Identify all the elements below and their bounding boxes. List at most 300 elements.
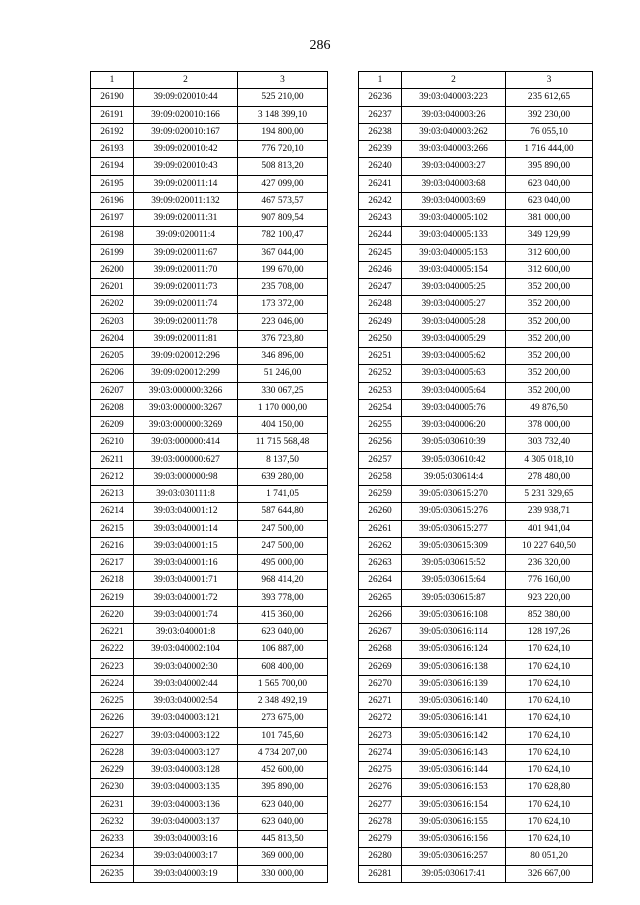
cadastral-value-cell: 352 200,00 <box>506 330 593 347</box>
cadastral-value-cell: 128 197,26 <box>506 624 593 641</box>
row-number-cell: 26268 <box>359 641 402 658</box>
row-number-cell: 26241 <box>359 175 402 192</box>
table-row <box>359 744 593 761</box>
cadastral-value-cell: 170 624,10 <box>506 727 593 744</box>
cadastral-value-cell: 247 500,00 <box>238 537 328 554</box>
cadastral-number-cell: 39:09:020011:73 <box>134 279 238 296</box>
table-row <box>359 399 593 416</box>
table-row <box>359 555 593 572</box>
row-number-cell: 26239 <box>359 141 402 158</box>
header-cell-cadastral: 2 <box>402 72 506 89</box>
cadastral-value-cell: 247 500,00 <box>238 520 328 537</box>
cadastral-number-cell: 39:05:030616:142 <box>402 727 506 744</box>
cadastral-value-cell: 2 348 492,19 <box>238 693 328 710</box>
cadastral-value-cell: 367 044,00 <box>238 244 328 261</box>
cadastral-number-cell: 39:03:040002:104 <box>134 641 238 658</box>
row-number-cell: 26252 <box>359 365 402 382</box>
row-number-cell: 26208 <box>91 399 134 416</box>
table-row <box>91 348 328 365</box>
table-row <box>91 417 328 434</box>
row-number-cell: 26247 <box>359 279 402 296</box>
table-row <box>359 313 593 330</box>
row-number-cell: 26257 <box>359 451 402 468</box>
row-number-cell: 26221 <box>91 624 134 641</box>
cadastral-number-cell: 39:03:040003:128 <box>134 762 238 779</box>
row-number-cell: 26213 <box>91 486 134 503</box>
table-row <box>91 106 328 123</box>
row-number-cell: 26191 <box>91 106 134 123</box>
row-number-cell: 26258 <box>359 468 402 485</box>
table-row <box>359 520 593 537</box>
cadastral-value-cell: 170 624,10 <box>506 710 593 727</box>
cadastral-number-cell: 39:03:000000:414 <box>134 434 238 451</box>
table-row <box>359 434 593 451</box>
cadastral-number-cell: 39:03:040005:25 <box>402 279 506 296</box>
cadastral-value-cell: 4 734 207,00 <box>238 744 328 761</box>
cadastral-value-cell: 170 624,10 <box>506 693 593 710</box>
cadastral-value-cell: 8 137,50 <box>238 451 328 468</box>
table-row <box>359 158 593 175</box>
row-number-cell: 26235 <box>91 865 134 882</box>
cadastral-number-cell: 39:09:020011:78 <box>134 313 238 330</box>
row-number-cell: 26197 <box>91 210 134 227</box>
row-number-cell: 26199 <box>91 244 134 261</box>
row-number-cell: 26205 <box>91 348 134 365</box>
table-row <box>91 572 328 589</box>
row-number-cell: 26264 <box>359 572 402 589</box>
row-number-cell: 26193 <box>91 141 134 158</box>
cadastral-number-cell: 39:05:030616:154 <box>402 796 506 813</box>
cadastral-value-cell: 10 227 640,50 <box>506 537 593 554</box>
cadastral-value-cell: 395 890,00 <box>238 779 328 796</box>
cadastral-value-cell: 401 941,04 <box>506 520 593 537</box>
table-row <box>91 244 328 261</box>
cadastral-value-cell: 782 100,47 <box>238 227 328 244</box>
cadastral-value-cell: 352 200,00 <box>506 296 593 313</box>
cadastral-value-cell: 11 715 568,48 <box>238 434 328 451</box>
cadastral-value-cell: 239 938,71 <box>506 503 593 520</box>
cadastral-value-cell: 303 732,40 <box>506 434 593 451</box>
cadastral-value-cell: 508 813,20 <box>238 158 328 175</box>
cadastral-value-cell: 381 000,00 <box>506 210 593 227</box>
row-number-cell: 26256 <box>359 434 402 451</box>
table-row <box>91 813 328 830</box>
cadastral-number-cell: 39:05:030616:139 <box>402 675 506 692</box>
table-row <box>91 434 328 451</box>
table-row <box>91 744 328 761</box>
cadastral-number-cell: 39:05:030616:153 <box>402 779 506 796</box>
row-number-cell: 26217 <box>91 555 134 572</box>
cadastral-value-cell: 346 896,00 <box>238 348 328 365</box>
table-row <box>359 89 593 106</box>
table-row <box>359 227 593 244</box>
row-number-cell: 26234 <box>91 848 134 865</box>
cadastral-value-cell: 452 600,00 <box>238 762 328 779</box>
table-row <box>91 589 328 606</box>
cadastral-value-cell: 101 745,60 <box>238 727 328 744</box>
row-number-cell: 26216 <box>91 537 134 554</box>
cadastral-value-cell: 273 675,00 <box>238 710 328 727</box>
table-row <box>91 727 328 744</box>
table-row <box>91 520 328 537</box>
row-number-cell: 26244 <box>359 227 402 244</box>
row-number-cell: 26236 <box>359 89 402 106</box>
table-row <box>359 141 593 158</box>
header-cell-cadastral: 2 <box>134 72 238 89</box>
cadastral-number-cell: 39:05:030610:42 <box>402 451 506 468</box>
cadastral-value-cell: 404 150,00 <box>238 417 328 434</box>
cadastral-number-cell: 39:03:040001:71 <box>134 572 238 589</box>
table-row <box>359 537 593 554</box>
table-row <box>91 279 328 296</box>
table-row <box>359 279 593 296</box>
cadastral-number-cell: 39:05:030615:270 <box>402 486 506 503</box>
cadastral-value-cell: 170 624,10 <box>506 831 593 848</box>
row-number-cell: 26272 <box>359 710 402 727</box>
cadastral-number-cell: 39:05:030615:64 <box>402 572 506 589</box>
cadastral-number-cell: 39:03:040003:121 <box>134 710 238 727</box>
register-table-left <box>90 71 328 883</box>
row-number-cell: 26198 <box>91 227 134 244</box>
row-number-cell: 26192 <box>91 123 134 140</box>
table-row <box>91 451 328 468</box>
table-row <box>359 382 593 399</box>
table-row <box>359 831 593 848</box>
table-row <box>91 658 328 675</box>
cadastral-value-cell: 923 220,00 <box>506 589 593 606</box>
row-number-cell: 26225 <box>91 693 134 710</box>
cadastral-number-cell: 39:09:020010:42 <box>134 141 238 158</box>
table-row <box>91 365 328 382</box>
cadastral-number-cell: 39:05:030616:144 <box>402 762 506 779</box>
cadastral-number-cell: 39:09:020011:14 <box>134 175 238 192</box>
table-row <box>91 141 328 158</box>
row-number-cell: 26266 <box>359 606 402 623</box>
cadastral-number-cell: 39:03:040003:127 <box>134 744 238 761</box>
row-number-cell: 26253 <box>359 382 402 399</box>
cadastral-value-cell: 776 720,10 <box>238 141 328 158</box>
table-row <box>91 762 328 779</box>
table-row <box>359 296 593 313</box>
cadastral-value-cell: 392 230,00 <box>506 106 593 123</box>
row-number-cell: 26278 <box>359 813 402 830</box>
table-row <box>91 486 328 503</box>
row-number-cell: 26210 <box>91 434 134 451</box>
cadastral-number-cell: 39:03:040003:223 <box>402 89 506 106</box>
table-row <box>359 330 593 347</box>
cadastral-value-cell: 445 813,50 <box>238 831 328 848</box>
cadastral-number-cell: 39:03:040001:14 <box>134 520 238 537</box>
cadastral-value-cell: 4 305 018,10 <box>506 451 593 468</box>
table-row <box>91 330 328 347</box>
table-row <box>359 865 593 882</box>
table-row <box>91 175 328 192</box>
row-number-cell: 26214 <box>91 503 134 520</box>
cadastral-number-cell: 39:03:040002:54 <box>134 693 238 710</box>
row-number-cell: 26254 <box>359 399 402 416</box>
row-number-cell: 26271 <box>359 693 402 710</box>
cadastral-value-cell: 776 160,00 <box>506 572 593 589</box>
row-number-cell: 26227 <box>91 727 134 744</box>
header-cell-value: 3 <box>238 72 328 89</box>
table-row <box>359 762 593 779</box>
table-row <box>91 261 328 278</box>
cadastral-number-cell: 39:09:020011:81 <box>134 330 238 347</box>
cadastral-number-cell: 39:03:040003:266 <box>402 141 506 158</box>
table-row <box>359 710 593 727</box>
cadastral-value-cell: 106 887,00 <box>238 641 328 658</box>
cadastral-number-cell: 39:05:030615:52 <box>402 555 506 572</box>
table-row <box>91 192 328 209</box>
row-number-cell: 26259 <box>359 486 402 503</box>
cadastral-value-cell: 608 400,00 <box>238 658 328 675</box>
row-number-cell: 26226 <box>91 710 134 727</box>
cadastral-number-cell: 39:03:040003:136 <box>134 796 238 813</box>
row-number-cell: 26237 <box>359 106 402 123</box>
table-row <box>91 796 328 813</box>
row-number-cell: 26206 <box>91 365 134 382</box>
table-row <box>91 675 328 692</box>
row-number-cell: 26200 <box>91 261 134 278</box>
table-row <box>91 865 328 882</box>
cadastral-number-cell: 39:09:020010:167 <box>134 123 238 140</box>
table-row <box>91 158 328 175</box>
cadastral-value-cell: 199 670,00 <box>238 261 328 278</box>
table-row <box>91 624 328 641</box>
cadastral-number-cell: 39:05:030616:143 <box>402 744 506 761</box>
cadastral-value-cell: 623 040,00 <box>506 175 593 192</box>
table-row <box>359 417 593 434</box>
row-number-cell: 26196 <box>91 192 134 209</box>
row-number-cell: 26220 <box>91 606 134 623</box>
row-number-cell: 26224 <box>91 675 134 692</box>
cadastral-value-cell: 623 040,00 <box>238 813 328 830</box>
table-row <box>91 555 328 572</box>
cadastral-number-cell: 39:03:040005:29 <box>402 330 506 347</box>
row-number-cell: 26203 <box>91 313 134 330</box>
cadastral-number-cell: 39:09:020010:43 <box>134 158 238 175</box>
cadastral-value-cell: 330 000,00 <box>238 865 328 882</box>
cadastral-number-cell: 39:03:000000:3269 <box>134 417 238 434</box>
cadastral-value-cell: 278 480,00 <box>506 468 593 485</box>
row-number-cell: 26263 <box>359 555 402 572</box>
table-row <box>359 192 593 209</box>
cadastral-number-cell: 39:09:020011:70 <box>134 261 238 278</box>
row-number-cell: 26240 <box>359 158 402 175</box>
cadastral-value-cell: 1 565 700,00 <box>238 675 328 692</box>
row-number-cell: 26248 <box>359 296 402 313</box>
row-number-cell: 26231 <box>91 796 134 813</box>
table-row <box>359 365 593 382</box>
cadastral-number-cell: 39:03:040003:262 <box>402 123 506 140</box>
cadastral-value-cell: 393 778,00 <box>238 589 328 606</box>
row-number-cell: 26245 <box>359 244 402 261</box>
row-number-cell: 26222 <box>91 641 134 658</box>
row-number-cell: 26233 <box>91 831 134 848</box>
cadastral-value-cell: 352 200,00 <box>506 365 593 382</box>
cadastral-value-cell: 235 708,00 <box>238 279 328 296</box>
cadastral-value-cell: 907 809,54 <box>238 210 328 227</box>
cadastral-number-cell: 39:05:030616:138 <box>402 658 506 675</box>
cadastral-number-cell: 39:03:040001:12 <box>134 503 238 520</box>
table-row <box>359 503 593 520</box>
cadastral-number-cell: 39:03:040003:68 <box>402 175 506 192</box>
table-row <box>91 606 328 623</box>
cadastral-number-cell: 39:05:030616:257 <box>402 848 506 865</box>
cadastral-value-cell: 170 624,10 <box>506 762 593 779</box>
cadastral-value-cell: 968 414,20 <box>238 572 328 589</box>
row-number-cell: 26228 <box>91 744 134 761</box>
cadastral-value-cell: 173 372,00 <box>238 296 328 313</box>
cadastral-value-cell: 852 380,00 <box>506 606 593 623</box>
cadastral-value-cell: 76 055,10 <box>506 123 593 140</box>
row-number-cell: 26243 <box>359 210 402 227</box>
table-row <box>91 313 328 330</box>
row-number-cell: 26215 <box>91 520 134 537</box>
table-row <box>91 848 328 865</box>
cadastral-number-cell: 39:03:040001:74 <box>134 606 238 623</box>
row-number-cell: 26270 <box>359 675 402 692</box>
table-row <box>359 210 593 227</box>
cadastral-number-cell: 39:05:030616:108 <box>402 606 506 623</box>
cadastral-value-cell: 170 624,10 <box>506 641 593 658</box>
row-number-cell: 26249 <box>359 313 402 330</box>
row-number-cell: 26201 <box>91 279 134 296</box>
cadastral-value-cell: 623 040,00 <box>238 796 328 813</box>
row-number-cell: 26274 <box>359 744 402 761</box>
cadastral-value-cell: 352 200,00 <box>506 382 593 399</box>
table-row <box>359 451 593 468</box>
cadastral-number-cell: 39:03:000000:3267 <box>134 399 238 416</box>
cadastral-value-cell: 3 148 399,10 <box>238 106 328 123</box>
cadastral-value-cell: 415 360,00 <box>238 606 328 623</box>
cadastral-number-cell: 39:05:030610:39 <box>402 434 506 451</box>
cadastral-value-cell: 378 000,00 <box>506 417 593 434</box>
row-number-cell: 26190 <box>91 89 134 106</box>
table-row <box>359 727 593 744</box>
table-row <box>359 606 593 623</box>
cadastral-value-cell: 236 320,00 <box>506 555 593 572</box>
table-row <box>91 693 328 710</box>
row-number-cell: 26251 <box>359 348 402 365</box>
table-row <box>91 503 328 520</box>
row-number-cell: 26261 <box>359 520 402 537</box>
cadastral-number-cell: 39:03:000000:627 <box>134 451 238 468</box>
table-row <box>91 227 328 244</box>
table-row <box>359 641 593 658</box>
row-number-cell: 26255 <box>359 417 402 434</box>
cadastral-value-cell: 170 628,80 <box>506 779 593 796</box>
table-row <box>91 831 328 848</box>
cadastral-number-cell: 39:05:030617:41 <box>402 865 506 882</box>
cadastral-number-cell: 39:03:040001:8 <box>134 624 238 641</box>
table-row <box>359 624 593 641</box>
cadastral-number-cell: 39:03:040003:135 <box>134 779 238 796</box>
cadastral-value-cell: 235 612,65 <box>506 89 593 106</box>
cadastral-number-cell: 39:09:020011:31 <box>134 210 238 227</box>
cadastral-number-cell: 39:09:020011:132 <box>134 192 238 209</box>
cadastral-number-cell: 39:03:040005:63 <box>402 365 506 382</box>
row-number-cell: 26223 <box>91 658 134 675</box>
cadastral-value-cell: 170 624,10 <box>506 796 593 813</box>
table-row <box>91 779 328 796</box>
table-row <box>359 779 593 796</box>
cadastral-number-cell: 39:09:020011:4 <box>134 227 238 244</box>
cadastral-value-cell: 312 600,00 <box>506 244 593 261</box>
cadastral-value-cell: 349 129,99 <box>506 227 593 244</box>
row-number-cell: 26246 <box>359 261 402 278</box>
cadastral-value-cell: 5 231 329,65 <box>506 486 593 503</box>
table-row <box>359 348 593 365</box>
row-number-cell: 26277 <box>359 796 402 813</box>
cadastral-number-cell: 39:03:040003:19 <box>134 865 238 882</box>
row-number-cell: 26273 <box>359 727 402 744</box>
cadastral-value-cell: 330 067,25 <box>238 382 328 399</box>
row-number-cell: 26209 <box>91 417 134 434</box>
cadastral-number-cell: 39:03:040005:62 <box>402 348 506 365</box>
table-row <box>91 537 328 554</box>
table-row <box>359 675 593 692</box>
table-row <box>359 261 593 278</box>
cadastral-value-cell: 1 170 000,00 <box>238 399 328 416</box>
cadastral-value-cell: 170 624,10 <box>506 675 593 692</box>
cadastral-number-cell: 39:03:040005:28 <box>402 313 506 330</box>
cadastral-number-cell: 39:03:040005:133 <box>402 227 506 244</box>
table-row <box>359 848 593 865</box>
table-row <box>359 589 593 606</box>
row-number-cell: 26269 <box>359 658 402 675</box>
cadastral-value-cell: 352 200,00 <box>506 313 593 330</box>
cadastral-number-cell: 39:03:040005:27 <box>402 296 506 313</box>
cadastral-number-cell: 39:03:000000:3266 <box>134 382 238 399</box>
table-row <box>91 382 328 399</box>
page-number: 286 <box>309 38 331 53</box>
table-row <box>91 210 328 227</box>
row-number-cell: 26194 <box>91 158 134 175</box>
table-row <box>359 468 593 485</box>
row-number-cell: 26242 <box>359 192 402 209</box>
cadastral-value-cell: 623 040,00 <box>506 192 593 209</box>
table-row <box>91 123 328 140</box>
cadastral-value-cell: 312 600,00 <box>506 261 593 278</box>
cadastral-value-cell: 326 667,00 <box>506 865 593 882</box>
row-number-cell: 26267 <box>359 624 402 641</box>
row-number-cell: 26262 <box>359 537 402 554</box>
table-row <box>91 89 328 106</box>
cadastral-number-cell: 39:03:040005:154 <box>402 261 506 278</box>
cadastral-number-cell: 39:09:020010:44 <box>134 89 238 106</box>
cadastral-number-cell: 39:05:030616:156 <box>402 831 506 848</box>
cadastral-number-cell: 39:05:030616:155 <box>402 813 506 830</box>
row-number-cell: 26212 <box>91 468 134 485</box>
cadastral-number-cell: 39:03:040003:69 <box>402 192 506 209</box>
cadastral-value-cell: 170 624,10 <box>506 658 593 675</box>
row-number-cell: 26230 <box>91 779 134 796</box>
cadastral-number-cell: 39:03:040001:15 <box>134 537 238 554</box>
row-number-cell: 26207 <box>91 382 134 399</box>
row-number-cell: 26281 <box>359 865 402 882</box>
cadastral-value-cell: 194 800,00 <box>238 123 328 140</box>
cadastral-value-cell: 369 000,00 <box>238 848 328 865</box>
cadastral-number-cell: 39:03:000000:98 <box>134 468 238 485</box>
row-number-cell: 26280 <box>359 848 402 865</box>
cadastral-number-cell: 39:03:040001:72 <box>134 589 238 606</box>
row-number-cell: 26279 <box>359 831 402 848</box>
table-row <box>359 813 593 830</box>
table-row <box>359 796 593 813</box>
header-cell-number: 1 <box>359 72 402 89</box>
cadastral-number-cell: 39:03:040003:26 <box>402 106 506 123</box>
